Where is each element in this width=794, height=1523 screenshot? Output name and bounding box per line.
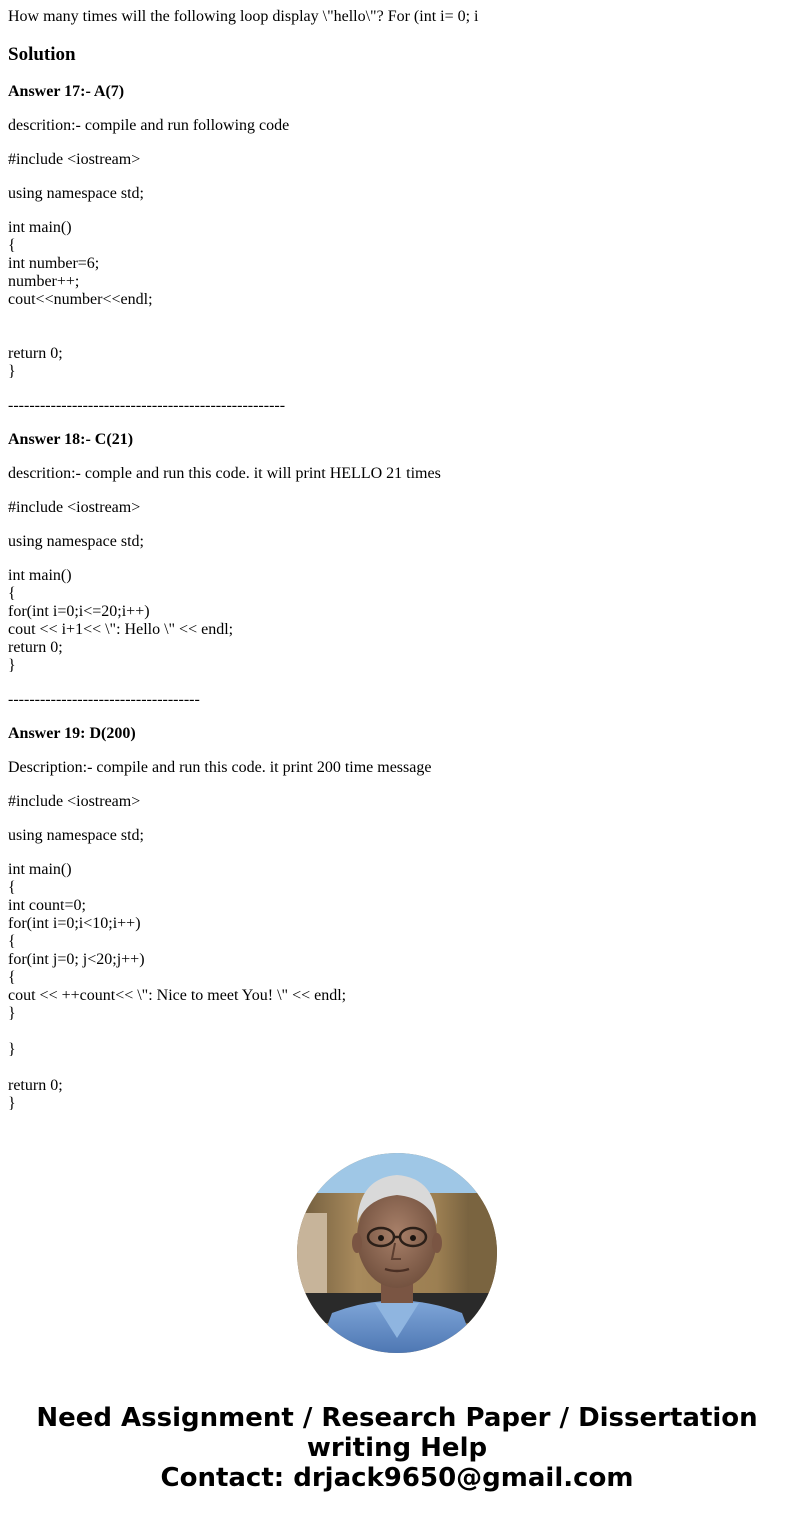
code-line: number++; [8,273,80,290]
code-line: int number=6; [8,255,100,272]
code-line: int count=0; [8,897,86,914]
code-line [8,1059,786,1077]
answer-title: Answer 19: D(200) [8,725,136,742]
code-namespace-line: using namespace std; [8,827,144,844]
code-line [8,1023,786,1041]
code-line [8,309,786,327]
separator-line: ---------------------------------------------------- [8,397,286,414]
code-line: return 0; [8,345,63,362]
promo-banner [0,1403,794,1493]
author-avatar [297,1153,497,1353]
code-block [8,861,786,1113]
code-line: } [8,1005,16,1022]
code-line: for(int i=0;i<10;i++) [8,915,141,932]
code-include-line: #include <iostream> [8,151,141,168]
code-line: { [8,585,16,602]
code-line: } [8,1095,16,1112]
code-line: for(int j=0; j<20;j++) [8,951,145,968]
code-line: } [8,1041,16,1058]
code-line: return 0; [8,639,63,656]
code-line: cout << i+1<< \": Hello \" << endl; [8,621,234,638]
answer-block [8,83,786,415]
code-namespace-line: using namespace std; [8,533,144,550]
person-photo-icon [297,1153,497,1353]
code-line: cout << ++count<< \": Nice to meet You! \" << endl; [8,987,347,1004]
code-line: } [8,363,16,380]
answer-block [8,431,786,709]
question-text: How many times will the following loop display \"hello\"? For (int i= 0; i [8,8,479,25]
code-line: return 0; [8,1077,63,1094]
answer-title: Answer 17:- A(7) [8,83,125,100]
code-line: int main() [8,861,72,878]
code-line [8,327,786,345]
code-include-line: #include <iostream> [8,499,141,516]
answers-list [8,83,786,1113]
code-include-line: #include <iostream> [8,793,141,810]
code-block [8,567,786,675]
code-line: { [8,237,16,254]
promo-contact: Contact: drjack9650@gmail.com [160,1463,634,1493]
answer-description: Description:- compile and run this code. it print 200 time message [8,759,432,776]
separator-line: ------------------------------------ [8,691,200,708]
answer-block [8,725,786,1113]
code-line: { [8,879,16,896]
code-line: { [8,969,16,986]
answer-description: descrition:- comple and run this code. it will print HELLO 21 times [8,465,441,482]
solution-heading: Solution [8,44,76,65]
code-line: for(int i=0;i<=20;i++) [8,603,150,620]
code-line: int main() [8,567,72,584]
code-namespace-line: using namespace std; [8,185,144,202]
code-block [8,219,786,381]
code-line: { [8,933,16,950]
document-body [8,0,786,1113]
code-line: cout<<number<<endl; [8,291,153,308]
promo-line-1: Need Assignment / Research Paper / Dissertation [36,1403,758,1433]
answer-description: descrition:- compile and run following code [8,117,290,134]
promo-line-2: writing Help [306,1433,488,1463]
code-line: int main() [8,219,72,236]
answer-title: Answer 18:- C(21) [8,431,134,448]
code-line: } [8,657,16,674]
